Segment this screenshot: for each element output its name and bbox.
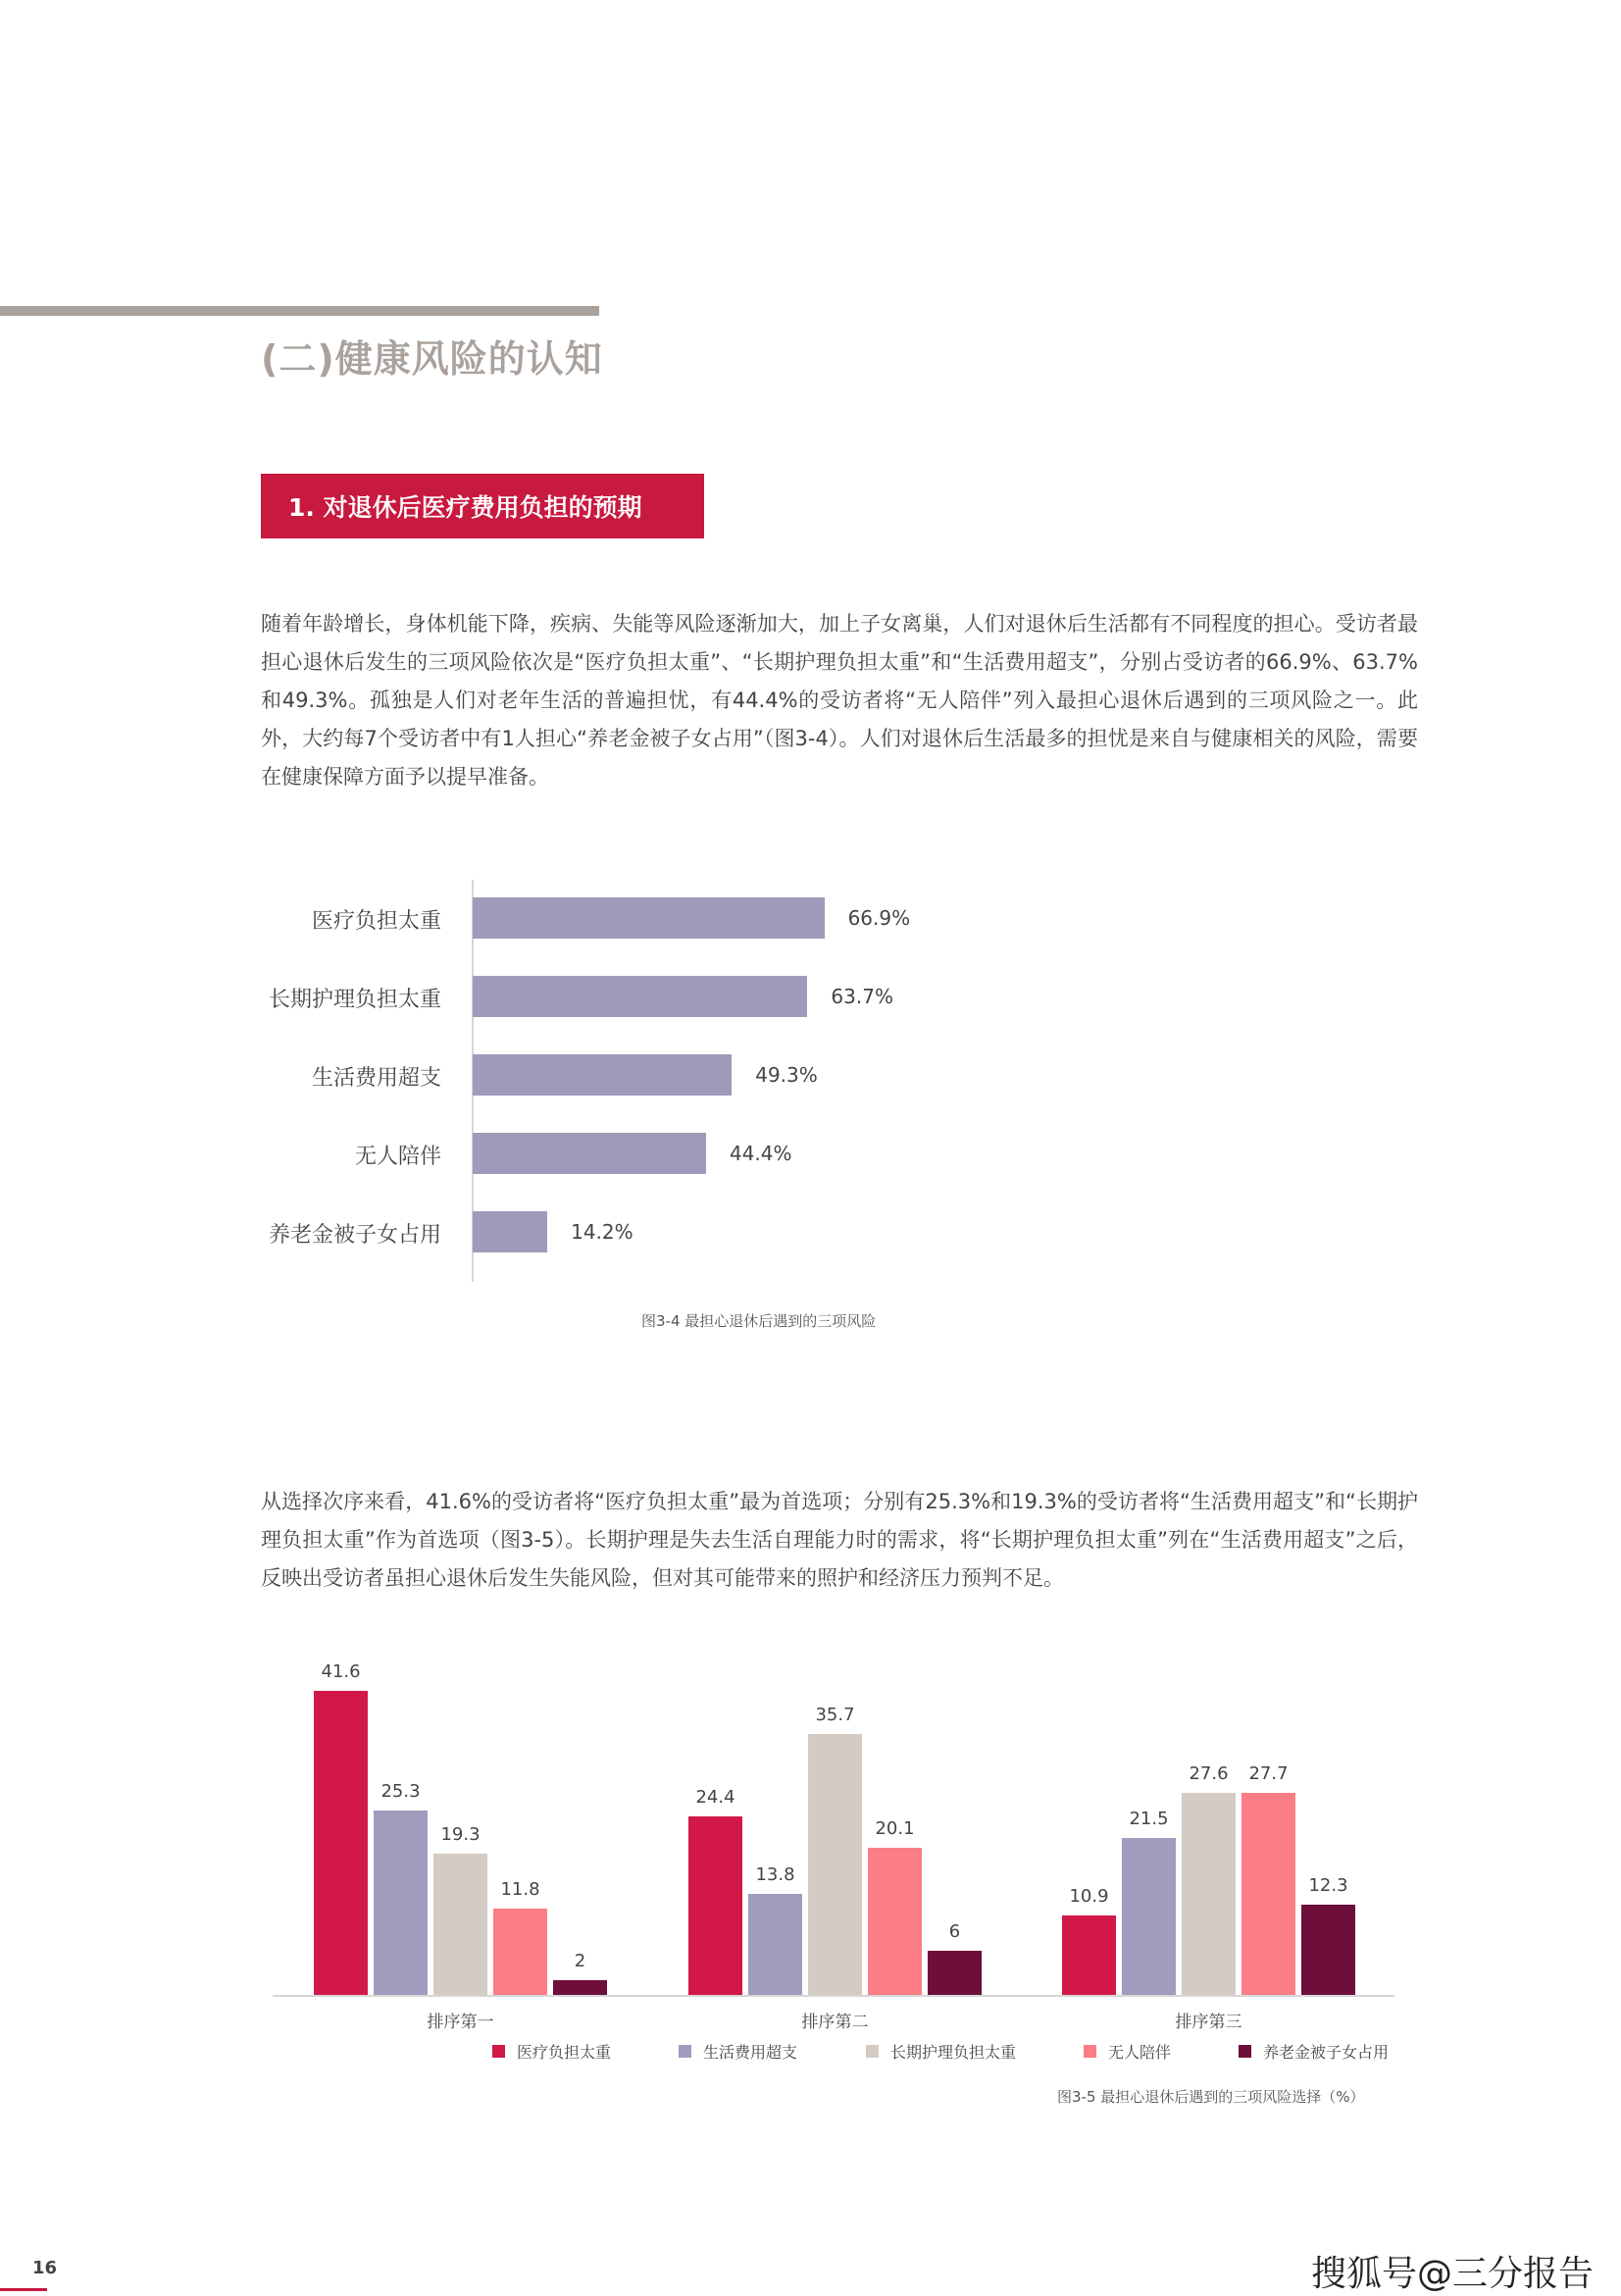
vchart-bar bbox=[314, 1691, 368, 1995]
vchart-bar bbox=[808, 1734, 862, 1995]
vchart-group-label: 排序第二 bbox=[801, 2013, 869, 2032]
vchart-bar bbox=[928, 1951, 982, 1995]
vchart-bar bbox=[493, 1909, 547, 1995]
legend-label: 无人陪伴 bbox=[1108, 2043, 1172, 2062]
decorative-top-bar bbox=[0, 306, 599, 316]
paragraph-1 bbox=[261, 605, 1418, 796]
hchart-value-label: 14.2% bbox=[571, 1220, 633, 1244]
paragraph-2 bbox=[261, 1483, 1418, 1598]
vchart-bar bbox=[1122, 1838, 1176, 1995]
vchart-value-label: 20.1 bbox=[875, 1818, 915, 1840]
vchart-bar bbox=[1182, 1793, 1236, 1995]
vchart-legend-item bbox=[1239, 2040, 1389, 2063]
vchart-value-label: 21.5 bbox=[1129, 1808, 1169, 1829]
vchart-bar bbox=[868, 1848, 922, 1995]
hchart-bar bbox=[473, 976, 807, 1017]
vchart-value-label: 12.3 bbox=[1308, 1875, 1348, 1897]
page-number-underline bbox=[0, 2288, 47, 2291]
watermark: 搜狐号@三分报告 bbox=[1310, 2254, 1594, 2294]
subheading-badge bbox=[261, 474, 704, 538]
vchart-value-label: 11.8 bbox=[500, 1879, 540, 1901]
legend-swatch bbox=[492, 2045, 505, 2058]
hchart-value-label: 63.7% bbox=[831, 985, 893, 1008]
hchart-bar bbox=[473, 1133, 706, 1174]
vchart-bar bbox=[433, 1854, 487, 1995]
vchart-value-label: 2 bbox=[574, 1951, 586, 1972]
legend-label: 生活费用超支 bbox=[703, 2043, 798, 2062]
vchart-bar bbox=[1241, 1793, 1295, 1995]
hchart-bar bbox=[473, 1211, 547, 1252]
vchart-value-label: 41.6 bbox=[321, 1661, 361, 1683]
hchart-bar bbox=[473, 897, 825, 939]
figure-3-5-caption: 图3-5 最担心退休后遇到的三项风险选择（%） bbox=[1057, 2088, 1365, 2106]
vchart-bar bbox=[1062, 1915, 1116, 1995]
vchart-value-label: 19.3 bbox=[440, 1824, 481, 1846]
vchart-value-label: 6 bbox=[948, 1921, 961, 1943]
legend-swatch bbox=[1239, 2045, 1251, 2058]
paragraph-1-text: 随着年龄增长，身体机能下降，疾病、失能等风险逐渐加大，加上子女离巢，人们对退休后生活都有不同程度的担心。受访者最担心退休后发生的三项风险依次是“医疗负担太重”、“长期护理负担太重”和“生活费用超支”，分别占受访者的66.9%、63.7%和49.3%。孤独是人们对老年生活的普遍担忧，有44.4%的受访者将“无人陪伴”列入最担心退休后遇到的三项风险之一。此外，大约每7个受访者中有1人担心“养老金被子女占用”（图3-4）。人们对退休后生活最多的担忧是来自与健康相关的风险，需要在健康保障方面予以提早准备。 bbox=[261, 612, 1418, 789]
legend-label: 养老金被子女占用 bbox=[1263, 2043, 1390, 2062]
hchart-value-label: 66.9% bbox=[847, 906, 911, 930]
vchart-x-axis bbox=[273, 1995, 1394, 1997]
vchart-bar bbox=[748, 1894, 802, 1995]
hchart-bar bbox=[473, 1054, 732, 1096]
subheading-text: 1. 对退休后医疗费用负担的预期 bbox=[288, 493, 642, 522]
legend-swatch bbox=[866, 2045, 879, 2058]
vchart-value-label: 25.3 bbox=[380, 1780, 421, 1802]
hchart-category-label: 无人陪伴 bbox=[354, 1145, 441, 1169]
hchart-value-label: 49.3% bbox=[755, 1063, 818, 1087]
legend-label: 医疗负担太重 bbox=[517, 2043, 612, 2062]
vchart-bar bbox=[374, 1811, 428, 1995]
vchart-value-label: 27.6 bbox=[1189, 1763, 1229, 1785]
hchart-category-label: 长期护理负担太重 bbox=[268, 988, 441, 1012]
section-title: (二)健康风险的认知 bbox=[261, 337, 603, 381]
vchart-group-label: 排序第三 bbox=[1175, 2013, 1242, 2032]
figure-3-4-caption: 图3-4 最担心退休后遇到的三项风险 bbox=[641, 1312, 877, 1330]
hchart-value-label: 44.4% bbox=[729, 1142, 792, 1165]
vchart-legend-item bbox=[492, 2040, 611, 2063]
vchart-legend-item bbox=[866, 2040, 1016, 2063]
vchart-group-label: 排序第一 bbox=[427, 2013, 494, 2032]
vchart-value-label: 27.7 bbox=[1248, 1762, 1289, 1784]
vchart-legend-item bbox=[1084, 2040, 1171, 2063]
vchart-bar bbox=[1301, 1905, 1355, 1995]
legend-swatch bbox=[1084, 2045, 1096, 2058]
legend-swatch bbox=[679, 2045, 691, 2058]
hchart-category-label: 医疗负担太重 bbox=[311, 909, 441, 934]
vchart-bar bbox=[688, 1816, 742, 1995]
legend-label: 长期护理负担太重 bbox=[890, 2043, 1017, 2062]
vchart-legend-item bbox=[679, 2040, 797, 2063]
vchart-value-label: 13.8 bbox=[755, 1864, 795, 1886]
vchart-value-label: 35.7 bbox=[815, 1705, 855, 1726]
paragraph-2-text: 从选择次序来看，41.6%的受访者将“医疗负担太重”最为首选项；分别有25.3%和19.3%的受访者将“生活费用超支”和“长期护理负担太重”作为首选项（图3-5）。长期护理是失去生活自理能力时的需求，将“长期护理负担太重”列在“生活费用超支”之后，反映出受访者虽担心退休后发生失能风险，但对其可能带来的照护和经济压力预判不足。 bbox=[261, 1490, 1418, 1590]
page-number: 16 bbox=[32, 2258, 58, 2278]
hchart-category-label: 养老金被子女占用 bbox=[268, 1223, 441, 1248]
vchart-value-label: 10.9 bbox=[1069, 1885, 1109, 1907]
vchart-value-label: 24.4 bbox=[695, 1787, 735, 1809]
vchart-bar bbox=[553, 1980, 607, 1995]
hchart-category-label: 生活费用超支 bbox=[311, 1066, 441, 1091]
